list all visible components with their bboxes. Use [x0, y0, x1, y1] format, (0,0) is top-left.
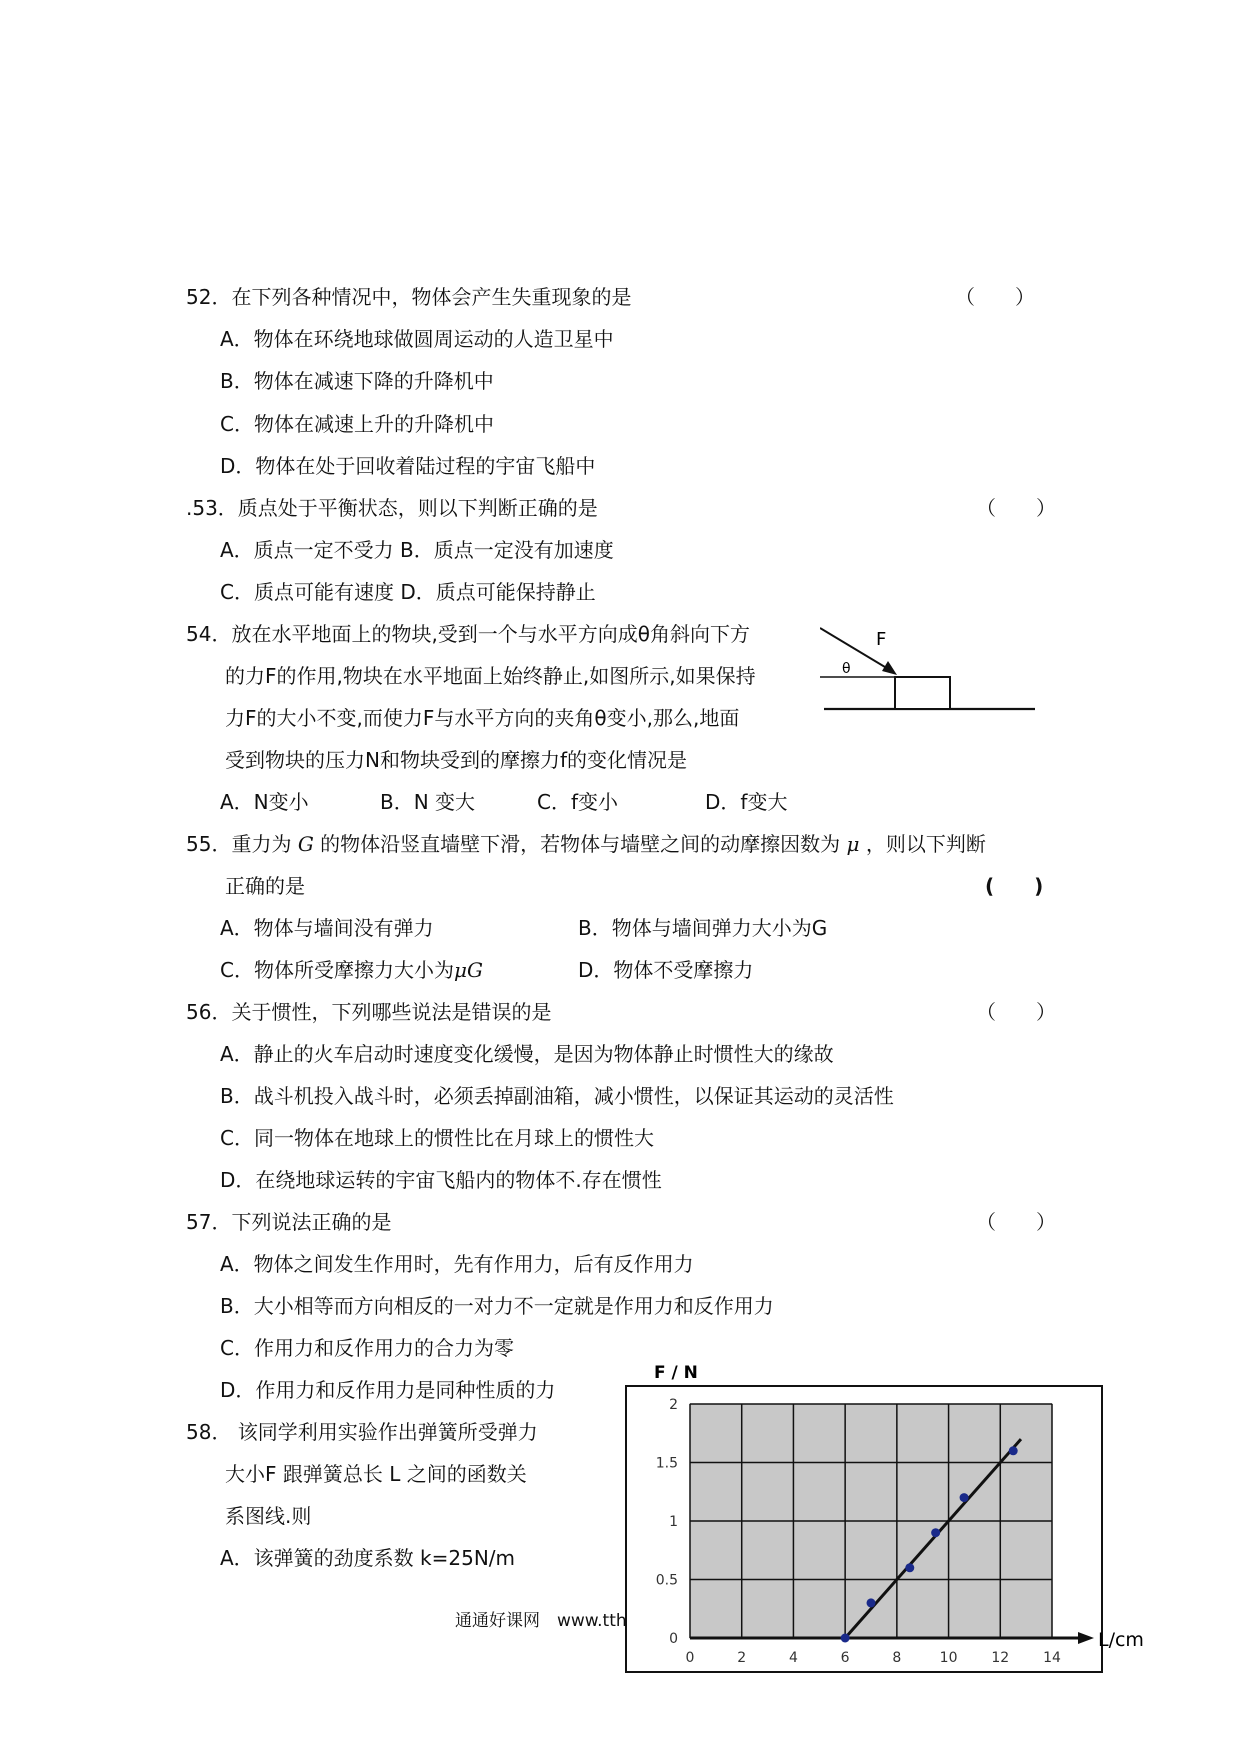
q55-option-c-text: C．物体所受摩擦力大小为 — [220, 958, 454, 982]
angle-label: θ — [842, 661, 851, 677]
x-tick-label: 2 — [737, 1650, 747, 1666]
x-axis-label: L/cm — [1098, 1629, 1144, 1651]
q54-options — [0, 789, 1240, 815]
data-point — [905, 1563, 914, 1572]
q53-answer-bracket: （ ） — [976, 496, 1056, 520]
q55-option-c-formula: μG — [453, 958, 483, 982]
q58-stem-line-3: 系图线.则 — [225, 1504, 312, 1528]
q52-option-c: C．物体在减速上升的升降机中 — [220, 412, 494, 436]
x-axis-arrowhead-icon — [1078, 1632, 1094, 1644]
footer-watermark: 通通好课网 www.tth — [455, 1611, 627, 1631]
x-tick-label: 4 — [788, 1650, 798, 1666]
q52-option-a: A．物体在环绕地球做圆周运动的人造卫星中 — [220, 327, 614, 351]
q54-stem-line-1: 54．放在水平地面上的物块,受到一个与水平方向成θ角斜向下方 — [186, 622, 751, 646]
q57-option-b: B．大小相等而方向相反的一对力不一定就是作用力和反作用力 — [220, 1294, 774, 1318]
force-label: F — [876, 629, 887, 650]
x-tick-label: 0 — [685, 1650, 695, 1666]
q55-option-b: B．物体与墙间弹力大小为G — [578, 916, 828, 940]
x-tick-label: 8 — [892, 1650, 902, 1666]
q55-symbol-mu: μ — [846, 832, 860, 856]
q54-option-b: B．N 变大 — [380, 790, 476, 814]
q54-stem-line-4: 受到物块的压力N和物块受到的摩擦力f的变化情况是 — [225, 748, 688, 772]
y-tick-label: 0 — [669, 1631, 678, 1647]
q55-stem-line-2: 正确的是 — [225, 874, 305, 898]
q56-stem: 56．关于惯性，下列哪些说法是错误的是 — [186, 1000, 552, 1024]
q55-stem-part-3: ，则以下判断 — [865, 832, 986, 856]
data-point — [960, 1493, 969, 1502]
q54-option-d: D．f变大 — [705, 790, 788, 814]
q52-option-d: D．物体在处于回收着陆过程的宇宙飞船中 — [220, 454, 596, 478]
y-tick-labels — [656, 1397, 678, 1647]
q55-option-c — [220, 957, 483, 983]
x-tick-label: 6 — [840, 1650, 850, 1666]
x-tick-label: 12 — [991, 1650, 1010, 1666]
q54-force-diagram — [820, 625, 1040, 720]
y-axis-label: F / N — [654, 1363, 698, 1383]
data-point — [1009, 1446, 1018, 1455]
q54-option-a: A．N变小 — [220, 790, 309, 814]
x-tick-labels — [686, 1650, 1061, 1666]
q56-answer-bracket: （ ） — [976, 1000, 1056, 1024]
block — [895, 677, 950, 709]
q53-stem: .53．质点处于平衡状态，则以下判断正确的是 — [186, 496, 598, 520]
q57-answer-bracket: （ ） — [976, 1210, 1056, 1234]
x-tick-label: 10 — [939, 1650, 958, 1666]
q56-option-c: C．同一物体在地球上的惯性比在月球上的惯性大 — [220, 1126, 654, 1150]
q58-option-a: A．该弹簧的劲度系数 k=25N/m — [220, 1546, 516, 1570]
q58-stem-line-1: 58． 该同学利用实验作出弹簧所受弹力 — [186, 1420, 538, 1444]
q55-answer-bracket: ( ) — [985, 874, 1044, 898]
q52-stem: 52．在下列各种情况中，物体会产生失重现象的是 — [186, 285, 632, 309]
q55-option-a: A．物体与墙间没有弹力 — [220, 916, 434, 940]
q55-symbol-g: G — [297, 832, 314, 856]
q54-stem-line-3: 力F的大小不变,而使力F与水平方向的夹角θ变小,那么,地面 — [225, 706, 740, 730]
q55-stem — [186, 831, 986, 857]
q54-stem-line-2: 的力F的作用,物块在水平地面上始终静止,如图所示,如果保持 — [225, 664, 756, 688]
q53-options-ab: A．质点一定不受力 B．质点一定没有加速度 — [220, 538, 614, 562]
q57-option-a: A．物体之间发生作用时，先有作用力，后有反作用力 — [220, 1252, 694, 1276]
data-point — [867, 1598, 876, 1607]
q53-options-cd: C．质点可能有速度 D．质点可能保持静止 — [220, 580, 596, 604]
y-tick-label: 1.5 — [655, 1455, 678, 1472]
q57-option-c: C．作用力和反作用力的合力为零 — [220, 1336, 514, 1360]
force-arrowhead-icon — [882, 661, 897, 675]
q54-option-c: C．f变小 — [537, 790, 619, 814]
x-tick-label: 14 — [1043, 1650, 1061, 1666]
q52-answer-bracket: （ ） — [955, 285, 1035, 309]
y-tick-label: 0.5 — [655, 1572, 678, 1589]
data-point — [841, 1634, 850, 1643]
q58-stem-line-2: 大小F 跟弹簧总长 L 之间的函数关 — [225, 1462, 527, 1486]
q56-option-d: D．在绕地球运转的宇宙飞船内的物体不.存在惯性 — [220, 1168, 662, 1192]
spring-force-length-chart — [610, 1362, 1150, 1682]
data-point — [931, 1528, 940, 1537]
q55-stem-part-1: 55．重力为 — [186, 832, 292, 856]
q56-option-a: A．静止的火车启动时速度变化缓慢，是因为物体静止时惯性大的缘故 — [220, 1042, 834, 1066]
q52-option-b: B．物体在减速下降的升降机中 — [220, 369, 494, 393]
q57-stem: 57．下列说法正确的是 — [186, 1210, 392, 1234]
q57-option-d: D．作用力和反作用力是同种性质的力 — [220, 1378, 556, 1402]
q55-option-d: D．物体不受摩擦力 — [578, 958, 754, 982]
y-tick-label: 2 — [669, 1397, 678, 1413]
q56-option-b: B．战斗机投入战斗时，必须丢掉副油箱，减小惯性，以保证其运动的灵活性 — [220, 1084, 894, 1108]
q55-stem-part-2: 的物体沿竖直墙壁下滑，若物体与墙壁之间的动摩擦因数为 — [320, 832, 841, 856]
y-tick-label: 1 — [669, 1514, 678, 1530]
